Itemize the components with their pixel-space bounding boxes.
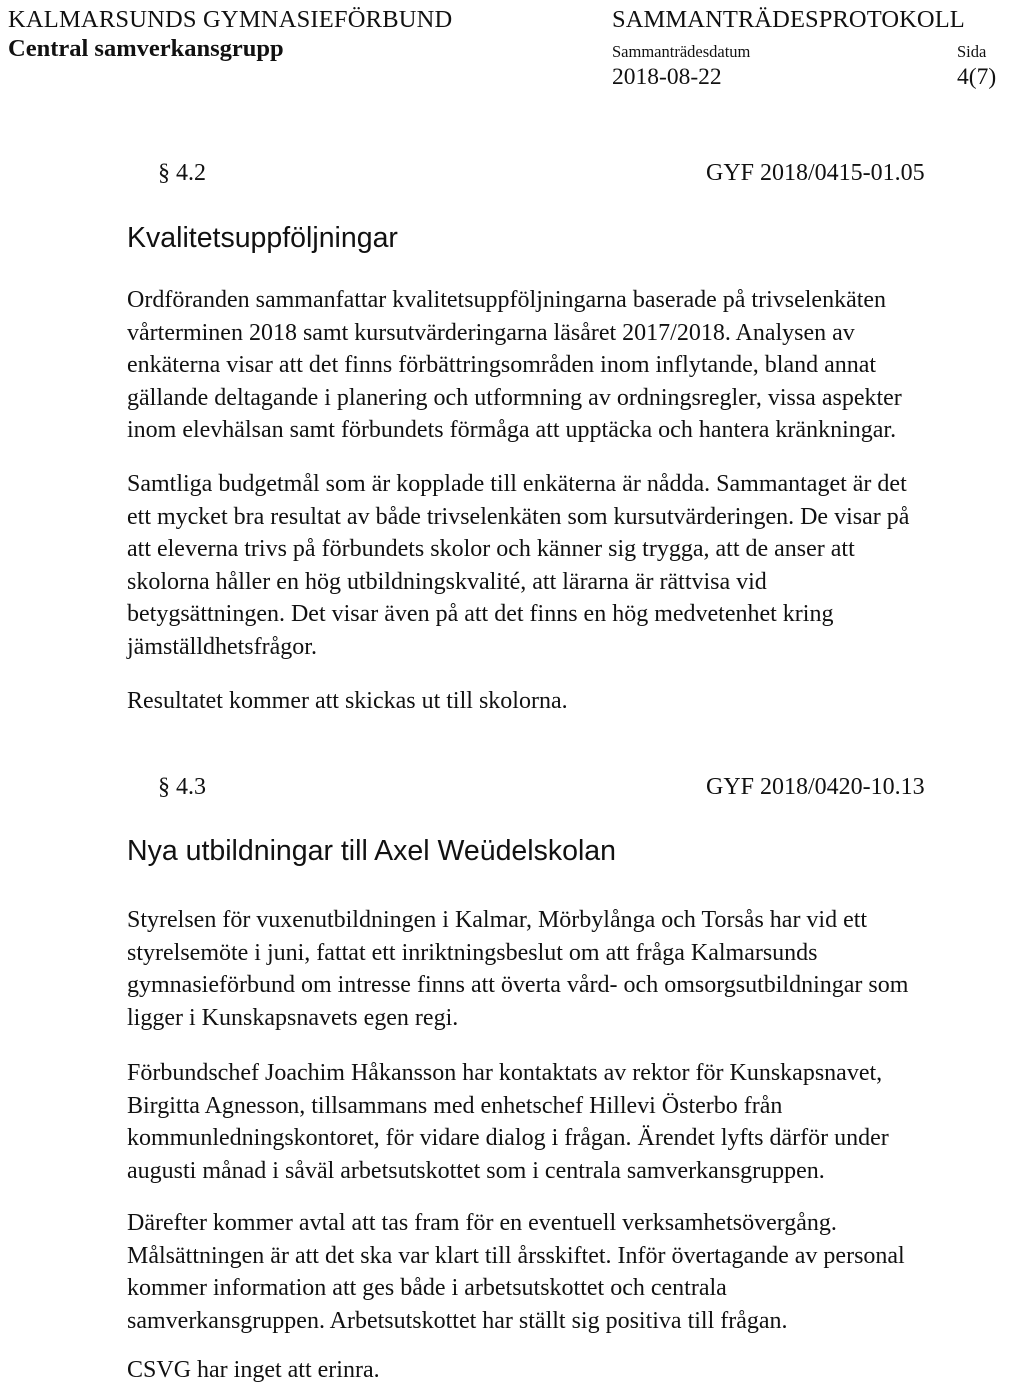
text-line: kommer information att ges både i arbetsutskottet och centrala: [127, 1275, 727, 1301]
text-line: ligger i Kunskapsnavets egen regi.: [127, 1004, 459, 1031]
section-reference: GYF 2018/0415-01.05: [706, 160, 925, 186]
text-line: augusti månad i såväl arbetsutskottet som i centrala samverkansgruppen.: [127, 1157, 825, 1184]
text-line: att eleverna trivs på förbundets skolor och känner sig trygga, att de anser att: [127, 536, 855, 562]
text-line: kommunledningskontoret, för vidare dialog i frågan. Ärendet lyfts därför under: [127, 1125, 889, 1151]
text-line: styrelsemöte i juni, fattat ett inriktningsbeslut om att fråga Kalmarsunds: [127, 939, 818, 966]
text-line: CSVG har inget att erinra.: [127, 1357, 380, 1383]
text-line: samverkansgruppen. Arbetsutskottet har ställt sig positiva till frågan.: [127, 1307, 788, 1334]
paragraph: [127, 1354, 1017, 1387]
text-line: skolorna håller en hög utbildningskvalité, att lärarna är rättvisa vid: [127, 568, 767, 595]
text-line: Ordföranden sammanfattar kvalitetsuppföljningarna baserade på trivselenkäten: [127, 287, 887, 313]
page-number: 4(7): [957, 64, 997, 90]
text-line: Målsättningen är att det ska var klart till årsskiftet. Inför övertagande av personal: [127, 1242, 905, 1269]
paragraph: [127, 904, 1017, 1034]
text-line: inom elevhälsan samt förbundets förmåga att upptäcka och hantera kränkningar.: [127, 417, 897, 443]
date-label: Sammanträdesdatum: [612, 42, 751, 61]
text-line: Birgitta Agnesson, tillsammans med enhetschef Hillevi Österbo från: [127, 1092, 783, 1119]
section-number: § 4.2: [158, 160, 206, 186]
paragraph: [127, 685, 1017, 718]
page-label: Sida: [957, 42, 987, 61]
text-line: ett mycket bra resultat av både trivselenkäten som kursutvärderingen. De visar på: [127, 503, 910, 530]
section-number: § 4.3: [158, 774, 206, 800]
text-line: gällande deltagande i planering och utformning av ordningsregler, vissa aspekter: [127, 384, 902, 411]
document-type: SAMMANTRÄDESPROTOKOLL: [612, 6, 965, 33]
paragraph: [127, 1207, 1017, 1337]
section-title: Nya utbildningar till Axel Weüdelskolan: [127, 835, 616, 867]
text-line: enkäterna visar att det finns förbättringsområden inom inflytande, bland annat: [127, 352, 877, 378]
text-line: gymnasieförbund om intresse finns att överta vård- och omsorgsutbildningar som: [127, 972, 909, 998]
text-line: Förbundschef Joachim Håkansson har kontaktats av rektor för Kunskapsnavet,: [127, 1060, 883, 1086]
text-line: jämställdhetsfrågor.: [127, 633, 317, 660]
paragraph: [127, 284, 1017, 447]
text-line: Samtliga budgetmål som är kopplade till enkäterna är nådda. Sammantaget är det: [127, 471, 907, 497]
meeting-date: 2018-08-22: [612, 64, 722, 90]
text-line: Styrelsen för vuxenutbildningen i Kalmar, Mörbylånga och Torsås har vid ett: [127, 907, 868, 933]
text-line: Resultatet kommer att skickas ut till skolorna.: [127, 688, 568, 714]
text-line: vårterminen 2018 samt kursutvärderingarna läsåret 2017/2018. Analysen av: [127, 319, 855, 346]
paragraph: [127, 468, 1017, 663]
text-line: Därefter kommer avtal att tas fram för en eventuell verksamhetsövergång.: [127, 1210, 837, 1236]
section-reference: GYF 2018/0420-10.13: [706, 774, 925, 800]
organization-name: KALMARSUNDS GYMNASIEFÖRBUND: [8, 6, 453, 33]
group-name: Central samverkansgrupp: [8, 35, 284, 62]
paragraph: [127, 1057, 1017, 1187]
section-title: Kvalitetsuppföljningar: [127, 222, 398, 254]
text-line: betygsättningen. Det visar även på att det finns en hög medvetenhet kring: [127, 601, 834, 627]
